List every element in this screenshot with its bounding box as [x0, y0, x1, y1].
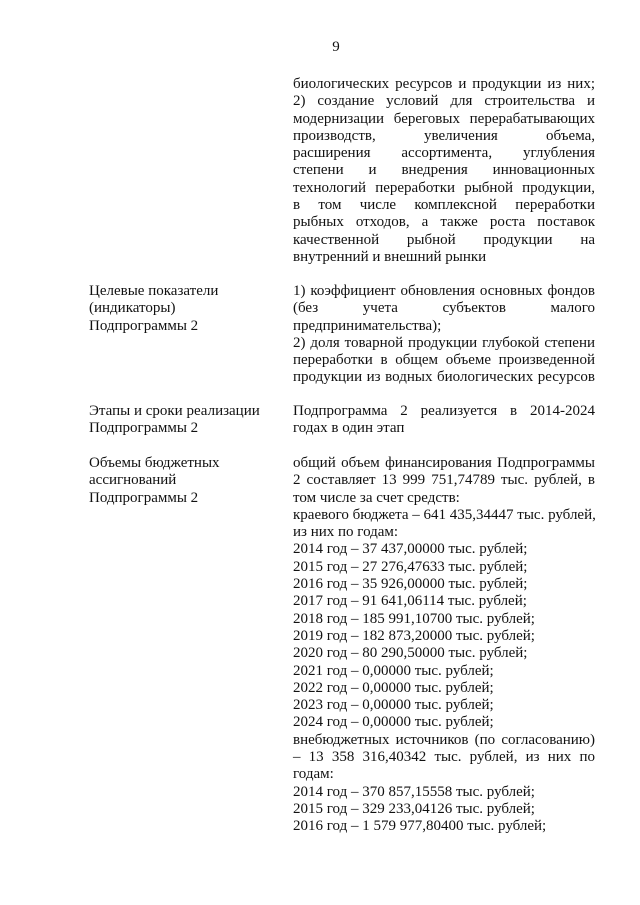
label-line: Подпрограммы 2 — [89, 317, 199, 334]
content-line: 2) доля товарной продукции глубокой степени — [293, 334, 595, 351]
row-label — [89, 455, 269, 507]
content-line: в том числе комплексной переработки — [293, 197, 595, 214]
content-line: 2015 год – 329 233,04126 тыс. рублей; — [293, 800, 535, 817]
content-line: 2024 год – 0,00000 тыс. рублей; — [293, 714, 494, 731]
content-line: краевого бюджета – 641 435,34447 тыс. рублей, — [293, 506, 596, 523]
row-content — [293, 455, 595, 836]
content-line: 2018 год – 185 991,10700 тыс. рублей; — [293, 610, 535, 627]
content-line: 2015 год – 27 276,47633 тыс. рублей; — [293, 558, 528, 575]
content-line: (без учета субъектов малого — [293, 300, 595, 317]
content-line: внебюджетных источников (по согласованию) — [293, 731, 595, 748]
content-line: предпринимательства); — [293, 317, 442, 334]
content-line: годам: — [293, 766, 334, 783]
content-line: 2023 год – 0,00000 тыс. рублей; — [293, 697, 494, 714]
label-line: Подпрограммы 2 — [89, 420, 199, 437]
row-content — [293, 283, 595, 387]
label-line: Объемы бюджетных — [89, 455, 220, 471]
content-line: продукции из водных биологических ресурсов — [293, 369, 595, 386]
row-content — [293, 76, 595, 266]
content-line: 2014 год – 37 437,00000 тыс. рублей; — [293, 541, 528, 558]
content-line: 2019 год – 182 873,20000 тыс. рублей; — [293, 627, 535, 644]
content-line: биологических ресурсов и продукции из них; — [293, 76, 595, 92]
row-label — [89, 283, 269, 335]
content-line: качественной рыбной продукции на — [293, 231, 595, 248]
content-line: рыбных отходов, а также роста поставок — [293, 214, 595, 231]
label-line: Этапы и сроки реализации — [89, 403, 260, 419]
content-line: 2016 год – 1 579 977,80400 тыс. рублей; — [293, 818, 547, 835]
label-line: ассигнований — [89, 472, 177, 489]
content-line: Подпрограмма 2 реализуется в 2014-2024 — [293, 403, 595, 419]
content-line: 2) создание условий для строительства и — [293, 93, 595, 110]
content-line: том числе за счет средств: — [293, 489, 460, 506]
row-content — [293, 403, 595, 438]
content-line: 2 составляет 13 999 751,74789 тыс. рублей, в — [293, 472, 595, 489]
label-line: Подпрограммы 2 — [89, 489, 199, 506]
content-line: переработки в общем объеме произведенной — [293, 352, 595, 369]
content-line: производств, увеличения объема, — [293, 127, 595, 144]
content-line: технологий переработки рыбной продукции, — [293, 179, 595, 196]
page-number: 9 — [332, 39, 340, 55]
content-line: модернизации береговых перерабатывающих — [293, 110, 595, 127]
label-line: (индикаторы) — [89, 300, 176, 317]
content-line: – 13 358 316,40342 тыс. рублей, из них по — [293, 749, 595, 766]
content-line: степени и внедрения инновационных — [293, 162, 595, 179]
content-line: расширения ассортимента, углубления — [293, 145, 595, 162]
row-label — [89, 403, 269, 438]
content-line: 2014 год – 370 857,15558 тыс. рублей; — [293, 783, 535, 800]
content-line: 1) коэффициент обновления основных фондов — [293, 283, 595, 299]
content-line: из них по годам: — [293, 524, 399, 541]
content-line: 2020 год – 80 290,50000 тыс. рублей; — [293, 645, 528, 662]
content-line: 2022 год – 0,00000 тыс. рублей; — [293, 679, 494, 696]
content-line: 2017 год – 91 641,06114 тыс. рублей; — [293, 593, 527, 610]
content-line: годах в один этап — [293, 420, 405, 437]
content-line: 2016 год – 35 926,00000 тыс. рублей; — [293, 576, 528, 593]
label-line: Целевые показатели — [89, 283, 219, 299]
content-line: внутренний и внешний рынки — [293, 248, 487, 265]
content-line: общий объем финансирования Подпрограммы — [293, 455, 595, 471]
content-line: 2021 год – 0,00000 тыс. рублей; — [293, 662, 494, 679]
